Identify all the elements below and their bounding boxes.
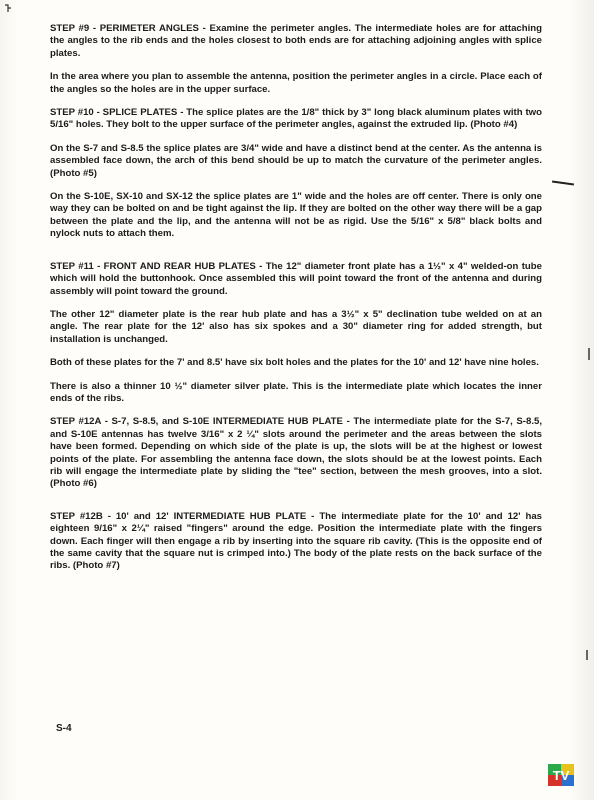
step-12b-paragraph: STEP #12B - 10' and 12' INTERMEDIATE HUB PLATE - The intermediate plate for the 10' and 12' has eighteen 9/16" x 2¼" raised "fingers" around the edge. Position the intermediate plate with the fingers down. Each finger will then engage a rib by inserting into the square rib cavity. (This is the opposite end of the same cavity that the square nut is crimped into.) The body of the plate rests on the back surface of the ribs. (Photo #7) [50, 510, 542, 572]
margin-tick-right [552, 180, 574, 185]
step-12a-paragraph: STEP #12A - S-7, S-8.5, and S-10E INTERMEDIATE HUB PLATE - The intermediate plate for the S-7, S-8.5, and S-10E antennas has twelve 3/16" x 2 ¼" slots around the perimeter and the areas between the slots have been formed. Depending on which side of the plate is up, the slots will be at the highest or lowest points of the plate. For assembling the antenna face down, the slots should be at the lowest points. Each rib will engage the intermediate plate by sliding the "tee" section, between the mesh grooves, into a slot. (Photo #6) [50, 416, 542, 490]
step-10-paragraph: STEP #10 - SPLICE PLATES - The splice plates are the 1/8" thick by 3" long black aluminum plates with two 5/16" holes. They bolt to the upper surface of the perimeter angles, against the extruded lip. (Photo #4) [50, 107, 542, 131]
logo-text: TV [552, 768, 570, 783]
step-11-silver-plate-paragraph: There is also a thinner 10 ½" diameter silver plate. This is the intermediate plate which locates the inner ends of the ribs. [50, 380, 542, 404]
step-11-paragraph: STEP #11 - FRONT AND REAR HUB PLATES - The 12" diameter front plate has a 1½" x 4" welded-on tube which will hold the buttonhook. Once assembled this will point toward the front of the antenna and during assembly will point toward the ground. [50, 260, 542, 297]
tv-logo-icon [548, 764, 574, 786]
step-10-s10e-paragraph: On the S-10E, SX-10 and SX-12 the splice plates are 1" wide and the holes are off center. There is only one way they can be bolted on and be tight against the lip. If they are bolted on the other way there will be a gap between the plate and the lip, and the antenna will not be as rigid. Use the 5/16" x 5/8" black bolts and nylock nuts to attach them. [50, 191, 542, 240]
document-body [50, 23, 542, 573]
step-9-paragraph: STEP #9 - PERIMETER ANGLES - Examine the perimeter angles. The intermediate holes are for attaching the angles to the rib ends and the holes closest to both ends are for attaching adjoining angles with splice plates. [50, 23, 542, 59]
step-9-position-paragraph: In the area where you plan to assemble the antenna, position the perimeter angles in a circle. Place each of the angles so the holes are in the upper surface. [50, 71, 542, 95]
margin-tick-right-3 [586, 650, 588, 660]
corner-mark-icon [4, 4, 12, 14]
step-11-rear-plate-paragraph: The other 12" diameter plate is the rear hub plate and has a 3½" x 5" declination tube welded on at an angle. The rear plate for the 12' also has six spokes and a 30" diameter ring for added strength, but installation is unchanged. [50, 308, 542, 345]
step-10-s7-paragraph: On the S-7 and S-8.5 the splice plates are 3/4" wide and have a distinct bend at the center. As the antenna is assembled face down, the arch of this bend should be up to match the curvature of the perimeter angles. (Photo #5) [50, 142, 542, 179]
page-number: S-4 [56, 723, 72, 734]
margin-tick-right-2 [588, 348, 590, 360]
step-11-bolt-holes-paragraph: Both of these plates for the 7' and 8.5' have six bolt holes and the plates for the 10' and 12' have nine holes. [50, 357, 539, 369]
